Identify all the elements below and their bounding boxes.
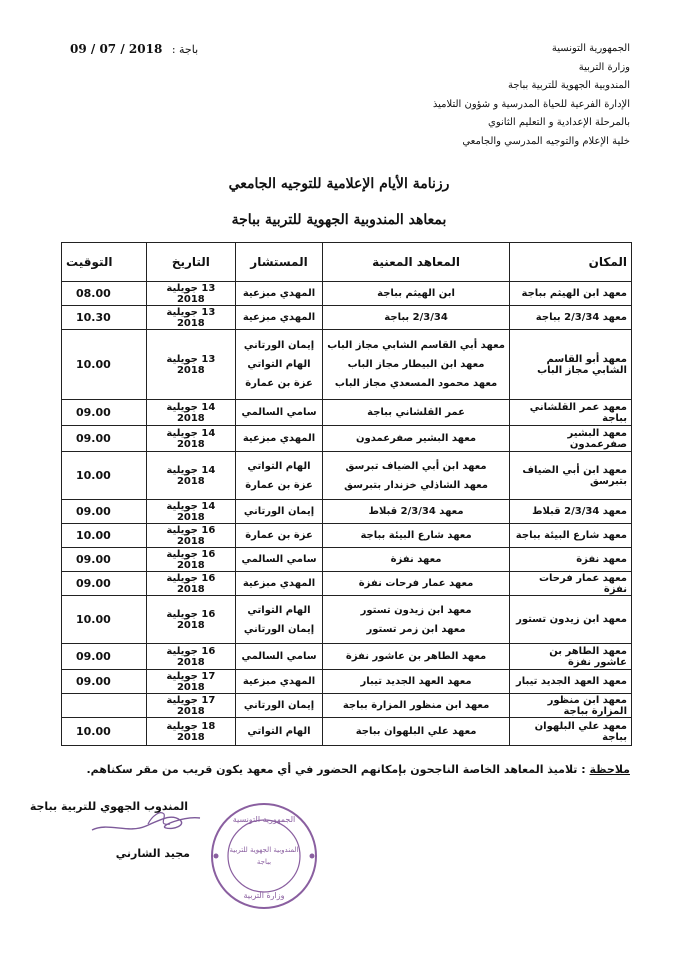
cell-advisor (235, 426, 322, 452)
cell-advisor (235, 548, 322, 572)
table-row (62, 524, 632, 548)
cell-advisor (235, 596, 322, 644)
cell-date: 16 جويلية 2018 (146, 572, 235, 596)
advisor-name: إيمان الورتاني (243, 340, 315, 351)
cell-time: 10.00 (62, 524, 147, 548)
official-stamp (208, 800, 320, 912)
cell-place: معهد ابن الهيثم بباجة (509, 282, 631, 306)
cell-time: 10.00 (62, 596, 147, 644)
signatory-title: المندوب الجهوي للتربية بباجة (29, 800, 188, 813)
institute-name: معهد الشاذلي خزندار بتبرسق (344, 479, 488, 491)
table-row (62, 670, 632, 694)
document-title: رزنامة الأيام الإعلامية للتوجيه الجامعي (228, 176, 450, 192)
cell-institutes (323, 452, 510, 500)
cell-time: 10.00 (62, 452, 147, 500)
advisor-name: الهام التواتي (247, 604, 311, 616)
institute-name: معهد البشير صفرعمدون (356, 433, 477, 444)
cell-institutes (323, 670, 510, 694)
cell-institutes (323, 426, 510, 452)
cell-date: 14 جويلية 2018 (146, 400, 235, 426)
cell-advisor (235, 572, 322, 596)
cell-advisor (235, 452, 322, 500)
cell-date: 16 جويلية 2018 (146, 644, 235, 670)
cell-institutes (323, 596, 510, 644)
cell-institutes (323, 282, 510, 306)
cell-time: 09.00 (62, 670, 147, 694)
cell-advisor (235, 330, 322, 400)
cell-time (62, 694, 147, 718)
cell-time: 08.00 (62, 282, 147, 306)
cell-place: معهد أبو القاسم الشابي مجاز الباب (509, 330, 631, 400)
advisor-name: عزة بن عمارة (245, 530, 313, 541)
institute-name: ابن الهيثم بباجة (377, 288, 455, 299)
note-label: ملاحظة (589, 763, 630, 776)
institute-name: معهد ابن زمر تستور (366, 623, 466, 635)
cell-date: 14 جويلية 2018 (146, 500, 235, 524)
institute-name: معهد الطاهر بن عاشور نفزة (345, 651, 487, 662)
institute-name: معهد محمود المسعدي مجاز الباب (334, 378, 498, 389)
cell-place: معهد عمار فرحات نفزة (509, 572, 631, 596)
cell-date: 18 جويلية 2018 (146, 718, 235, 746)
advisor-name: عزة بن عمارة (245, 479, 313, 491)
cell-advisor (235, 524, 322, 548)
institute-name: معهد ابن أبي الضياف تبرسق (345, 460, 487, 472)
cell-place: معهد شارع البيئة بباجة (509, 524, 631, 548)
cell-advisor (235, 282, 322, 306)
svg-text:المندوبية الجهوية للتربية: المندوبية الجهوية للتربية (229, 846, 299, 854)
institute-name: 2/3/34 بباجة (384, 312, 448, 323)
cell-date: 13 جويلية 2018 (146, 306, 235, 330)
date-place: باجة : (171, 43, 199, 56)
cell-institutes (323, 500, 510, 524)
date-line (70, 42, 198, 56)
institute-name: معهد شارع البيئة بباجة (360, 530, 472, 541)
table-row (62, 452, 632, 500)
note (86, 763, 630, 776)
advisor-name: المهدي مبزعية (242, 676, 316, 687)
institute-name: معهد ابن البيطار مجاز الباب (347, 359, 485, 370)
cell-institutes (323, 718, 510, 746)
cell-institutes (323, 524, 510, 548)
institute-name: معهد عمار فرحات نفزة (358, 578, 474, 589)
signatory-name: مجيد الشارني (115, 847, 190, 860)
cell-time: 09.00 (62, 548, 147, 572)
advisor-name: سامي السالمي (241, 407, 317, 418)
cell-institutes (323, 548, 510, 572)
cell-time: 09.00 (62, 572, 147, 596)
table-row (62, 306, 632, 330)
table-header-row (62, 243, 632, 282)
cell-time: 10.30 (62, 306, 147, 330)
cell-time: 10.00 (62, 718, 147, 746)
cell-advisor (235, 718, 322, 746)
advisor-name: سامي السالمي (241, 554, 317, 565)
schedule-body (62, 282, 632, 746)
letterhead (350, 40, 630, 151)
cell-place: معهد علي البلهوان بباجة (509, 718, 631, 746)
table-row (62, 718, 632, 746)
header-date: التاريخ (146, 243, 235, 282)
advisor-name: سامي السالمي (241, 651, 317, 662)
svg-text:الجمهورية التونسية: الجمهورية التونسية (232, 815, 296, 824)
table-row (62, 282, 632, 306)
cell-date: 17 جويلية 2018 (146, 670, 235, 694)
cell-place: معهد 2/3/34 بباجة (509, 306, 631, 330)
advisor-name: إيمان الورتاني (243, 700, 315, 711)
cell-advisor (235, 670, 322, 694)
table-row (62, 694, 632, 718)
cell-advisor (235, 694, 322, 718)
letterhead-line: خلية الإعلام والتوجيه المدرسي والجامعي (462, 135, 630, 147)
table-row (62, 572, 632, 596)
cell-place: معهد العهد الجديد تيبار (509, 670, 631, 694)
institute-name: معهد العهد الجديد تيبار (360, 676, 472, 687)
advisor-name: إيمان الورتاني (243, 623, 315, 635)
header-institutes: المعاهد المعنية (323, 243, 510, 282)
cell-institutes (323, 694, 510, 718)
cell-time: 09.00 (62, 644, 147, 670)
cell-place: معهد البشير صفرعمدون (509, 426, 631, 452)
advisor-name: الهام التواتي (247, 726, 311, 737)
cell-institutes (323, 306, 510, 330)
header-advisor: المستشار (235, 243, 322, 282)
cell-advisor (235, 400, 322, 426)
cell-place: معهد نفزة (509, 548, 631, 572)
advisor-name: المهدي مبزعية (242, 433, 316, 444)
letterhead-line: المندوبية الجهوية للتربية بباجة (507, 80, 630, 91)
letterhead-line: وزارة التربية (578, 61, 630, 73)
institute-name: معهد 2/3/34 قبلاط (368, 506, 464, 517)
table-row (62, 644, 632, 670)
document-subtitle: بمعاهد المندوبية الجهوية للتربية بباجة (231, 212, 447, 228)
cell-advisor (235, 644, 322, 670)
cell-date: 16 جويلية 2018 (146, 596, 235, 644)
header-time: التوقيت (62, 243, 147, 282)
cell-institutes (323, 400, 510, 426)
note-text: : تلاميذ المعاهد الخاصة الناجحون بإمكانهم الحضور في أي معهد يكون قريب من مقر سكناهم. (86, 763, 586, 776)
cell-time: 10.00 (62, 330, 147, 400)
cell-institutes (323, 572, 510, 596)
advisor-name: المهدي مبزعية (242, 578, 316, 589)
header-place: المكان (509, 243, 631, 282)
advisor-name: المهدي مبزعية (242, 288, 316, 299)
advisor-name: المهدي مبزعية (242, 312, 316, 323)
institute-name: معهد ابن منظور المزارة بباجة (342, 700, 490, 711)
advisor-name: الهام التواتي (247, 359, 311, 370)
letterhead-line: الجمهورية التونسية (551, 43, 630, 54)
cell-place: معهد ابن أبي الضياف بتبرسق (509, 452, 631, 500)
table-row (62, 426, 632, 452)
table-row (62, 500, 632, 524)
cell-date: 16 جويلية 2018 (146, 548, 235, 572)
schedule-table (61, 242, 632, 746)
cell-date: 14 جويلية 2018 (146, 452, 235, 500)
cell-place: معهد عمر القلشاني بباجة (509, 400, 631, 426)
cell-place: معهد ابن منظور المزارة بباجة (509, 694, 631, 718)
advisor-name: عزة بن عمارة (245, 378, 313, 389)
cell-date: 13 جويلية 2018 (146, 282, 235, 306)
institute-name: معهد ابن زيدون تستور (360, 604, 472, 616)
cell-time: 09.00 (62, 426, 147, 452)
table-row (62, 330, 632, 400)
cell-date: 14 جويلية 2018 (146, 426, 235, 452)
cell-time: 09.00 (62, 500, 147, 524)
letterhead-line: بالمرحلة الإعدادية و التعليم الثانوي (488, 117, 630, 128)
institute-name: معهد علي البلهوان بباجة (355, 726, 477, 737)
cell-institutes (323, 644, 510, 670)
cell-date: 16 جويلية 2018 (146, 524, 235, 548)
institute-name: معهد نفزة (390, 554, 442, 565)
svg-text:بباجة: بباجة (256, 858, 272, 866)
cell-place: معهد الطاهر بن عاشور نفزة (509, 644, 631, 670)
advisor-name: الهام التواتي (247, 460, 311, 472)
cell-date: 13 جويلية 2018 (146, 330, 235, 400)
table-row (62, 400, 632, 426)
svg-text:وزارة التربية: وزارة التربية (243, 891, 285, 900)
institute-name: عمر القلشاني بباجة (367, 407, 465, 418)
cell-place: معهد ابن زيدون تستور (509, 596, 631, 644)
table-row (62, 596, 632, 644)
cell-place: معهد 2/3/34 قبلاط (509, 500, 631, 524)
institute-name: معهد أبي القاسم الشابي مجاز الباب (327, 340, 505, 351)
cell-advisor (235, 306, 322, 330)
table-row (62, 548, 632, 572)
cell-advisor (235, 500, 322, 524)
advisor-name: إيمان الورتاني (243, 506, 315, 517)
letterhead-line: الإدارة الفرعية للحياة المدرسية و شؤون التلاميذ (432, 98, 630, 110)
document-date: 2018 / 07 / 09 (70, 42, 163, 56)
handwritten-signature (88, 800, 208, 848)
cell-date: 17 جويلية 2018 (146, 694, 235, 718)
cell-time: 09.00 (62, 400, 147, 426)
cell-institutes (323, 330, 510, 400)
